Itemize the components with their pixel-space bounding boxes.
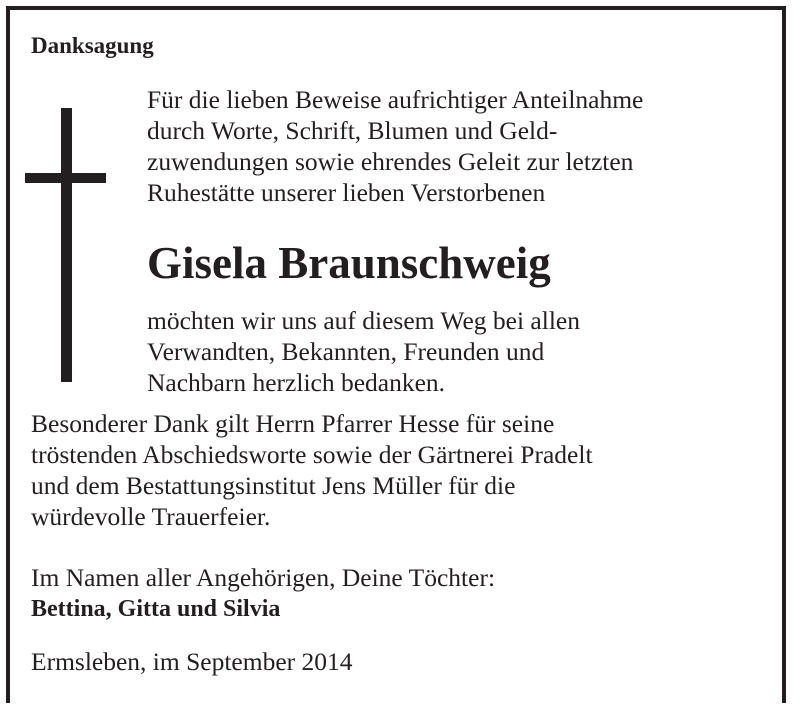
place-date: Ermsleben, im September 2014 xyxy=(31,647,353,676)
intro-paragraph xyxy=(147,84,643,208)
intro-line: Ruhestätte unserer lieben Verstorbenen xyxy=(147,178,546,207)
special-thanks-line: Besonderer Dank gilt Herrn Pfarrer Hesse für seine xyxy=(31,409,555,438)
special-thanks-line: würdevolle Trauerfeier. xyxy=(31,502,271,531)
special-thanks-line: tröstenden Abschiedsworte sowie der Gärtnerei Pradelt xyxy=(31,440,593,469)
cross-horizontal-beam xyxy=(25,173,106,183)
notice-heading: Danksagung xyxy=(31,33,154,58)
intro-line: zuwendungen sowie ehrendes Geleit zur letzten xyxy=(147,147,634,176)
special-thanks-paragraph xyxy=(31,408,593,532)
thanks-line: Nachbarn herzlich bedanken. xyxy=(147,368,446,397)
intro-line: durch Worte, Schrift, Blumen und Geld- xyxy=(147,116,558,145)
signer-names: Bettina, Gitta und Silvia xyxy=(31,596,281,622)
intro-line: Für die lieben Beweise aufrichtiger Anteilnahme xyxy=(147,85,644,114)
deceased-name: Gisela Braunschweig xyxy=(147,238,551,288)
cross-vertical-beam xyxy=(61,108,72,382)
thanks-line: Verwandten, Bekannten, Freunden und xyxy=(147,337,545,366)
thanks-paragraph xyxy=(147,305,580,398)
signoff-line: Im Namen aller Angehörigen, Deine Töchter: xyxy=(31,563,496,592)
special-thanks-line: und dem Bestattungsinstitut Jens Müller für die xyxy=(31,471,516,500)
thanks-line: möchten wir uns auf diesem Weg bei allen xyxy=(147,306,580,335)
